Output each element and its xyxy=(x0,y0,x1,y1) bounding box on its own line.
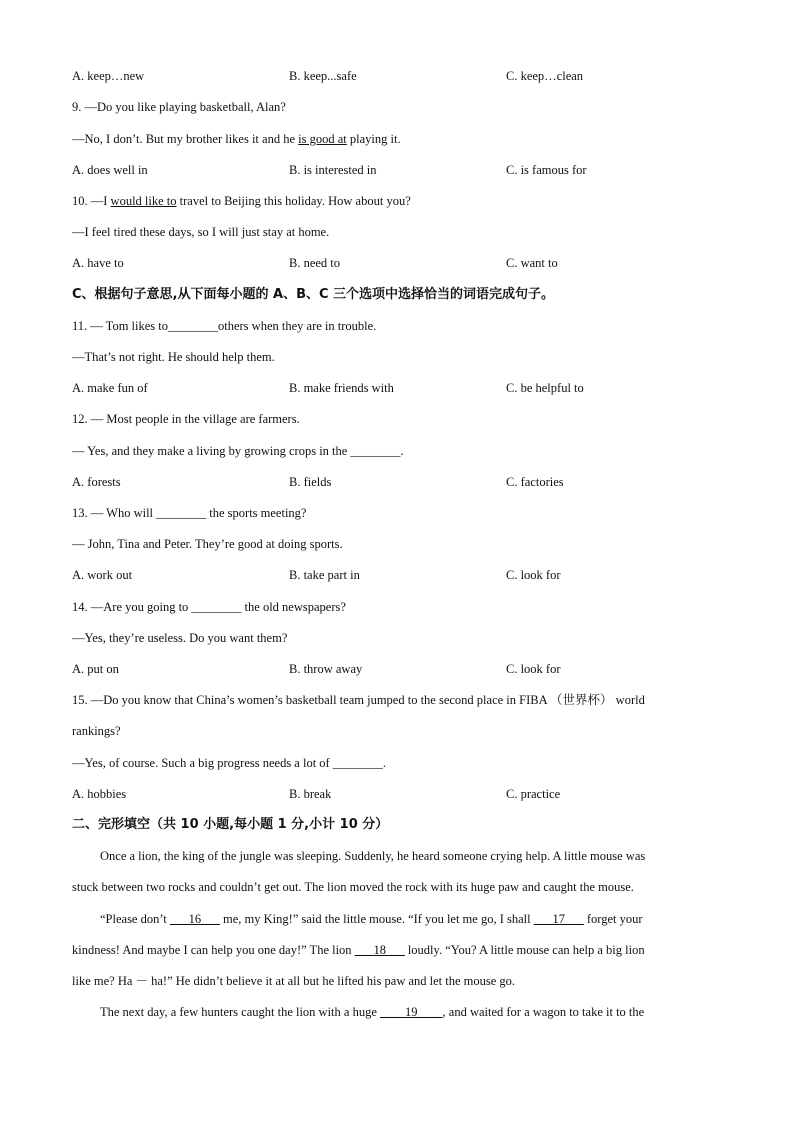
passage-text: kindness! And maybe I can help you one day!” The lion xyxy=(72,943,355,957)
q11-option-b: B. make friends with xyxy=(289,381,394,395)
q9-answer-text: —No, I don’t. But my brother likes it and he xyxy=(72,132,299,146)
q8-option-b: B. keep...safe xyxy=(289,69,357,83)
q15-question-line1: 15. —Do you know that China’s women’s basketball team jumped to the second place in FIBA （世界杯） world xyxy=(72,693,645,707)
q13-answer: — John, Tina and Peter. They’re good at doing sports. xyxy=(72,537,343,551)
q15-answer: —Yes, of course. Such a big progress needs a lot of ________. xyxy=(72,756,386,770)
q12-question: 12. — Most people in the village are farmers. xyxy=(72,412,300,426)
passage-text: forget your xyxy=(583,912,643,926)
q14-option-a: A. put on xyxy=(72,662,119,676)
section-c-heading: C、根据句子意思,从下面每小题的 A、B、C 三个选项中选择恰当的词语完成句子。 xyxy=(72,287,555,302)
q13-option-a: A. work out xyxy=(72,568,133,582)
q10-question-tail: travel to Beijing this holiday. How about you? xyxy=(176,194,411,208)
blank-18: ___18___ xyxy=(354,943,405,957)
passage-text: loudly. “You? A little mouse can help a big lion xyxy=(404,943,645,957)
q9-answer-tail: playing it. xyxy=(346,132,401,146)
q12-option-b: B. fields xyxy=(289,475,332,489)
q12-option-a: A. forests xyxy=(72,475,121,489)
q8-option-c: C. keep…clean xyxy=(506,69,584,83)
q15-question-line2: rankings? xyxy=(72,724,121,738)
q12-option-c: C. factories xyxy=(506,475,564,489)
passage-p2-line3: like me? Ha － ha!” He didn’t believe it at all but he lifted his paw and let the mouse go. xyxy=(72,974,516,988)
q15-option-a: A. hobbies xyxy=(72,787,127,801)
q9-option-c: C. is famous for xyxy=(506,163,587,177)
passage-text: The next day, a few hunters caught the lion with a huge xyxy=(100,1005,381,1019)
q10-option-b: B. need to xyxy=(289,256,341,270)
q14-option-c: C. look for xyxy=(506,662,561,676)
q9-answer xyxy=(72,131,401,147)
q10-option-c: C. want to xyxy=(506,256,558,270)
q11-answer: —That’s not right. He should help them. xyxy=(72,350,275,364)
q9-option-b: B. is interested in xyxy=(289,163,377,177)
q9-option-a: A. does well in xyxy=(72,163,148,177)
blank-17: ___17___ xyxy=(533,912,584,926)
passage-p3-line1 xyxy=(100,1004,750,1020)
q15-option-c: C. practice xyxy=(506,787,561,801)
passage-p2-line2 xyxy=(72,942,722,958)
passage-p1-line1: Once a lion, the king of the jungle was sleeping. Suddenly, he heard someone crying help. A little mouse was xyxy=(100,849,646,863)
passage-p1-line2: stuck between two rocks and couldn’t get out. The lion moved the rock with its huge paw and caught the mouse. xyxy=(72,880,634,894)
q12-answer: — Yes, and they make a living by growing crops in the ________. xyxy=(72,444,404,458)
section-2-heading: 二、完形填空（共 10 小题,每小题 1 分,小计 10 分） xyxy=(72,817,389,832)
q10-underlined-phrase: would like to xyxy=(110,194,177,208)
passage-text: me, my King!” said the little mouse. “If you let me go, I shall xyxy=(219,912,534,926)
q8-option-a: A. keep…new xyxy=(72,69,145,83)
q9-underlined-phrase: is good at xyxy=(298,132,347,146)
q10-answer: —I feel tired these days, so I will just stay at home. xyxy=(72,225,330,239)
q14-question: 14. —Are you going to ________ the old newspapers? xyxy=(72,600,346,614)
passage-p2-line1 xyxy=(100,911,750,927)
q14-answer: —Yes, they’re useless. Do you want them? xyxy=(72,631,288,645)
q13-option-b: B. take part in xyxy=(289,568,360,582)
q10-question-text: 10. —I xyxy=(72,194,111,208)
blank-16: ___16___ xyxy=(169,912,220,926)
q11-option-c: C. be helpful to xyxy=(506,381,584,395)
q13-option-c: C. look for xyxy=(506,568,561,582)
q10-question xyxy=(72,193,411,209)
q11-option-a: A. make fun of xyxy=(72,381,148,395)
blank-19: ____19____ xyxy=(380,1005,443,1019)
passage-text: “Please don’t xyxy=(100,912,170,926)
q13-question: 13. — Who will ________ the sports meeting? xyxy=(72,506,307,520)
q15-option-b: B. break xyxy=(289,787,332,801)
passage-text: , and waited for a wagon to take it to the xyxy=(442,1005,645,1019)
q9-question: 9. —Do you like playing basketball, Alan? xyxy=(72,100,286,114)
q10-option-a: A. have to xyxy=(72,256,124,270)
q11-question: 11. — Tom likes to________others when they are in trouble. xyxy=(72,319,377,333)
q14-option-b: B. throw away xyxy=(289,662,363,676)
